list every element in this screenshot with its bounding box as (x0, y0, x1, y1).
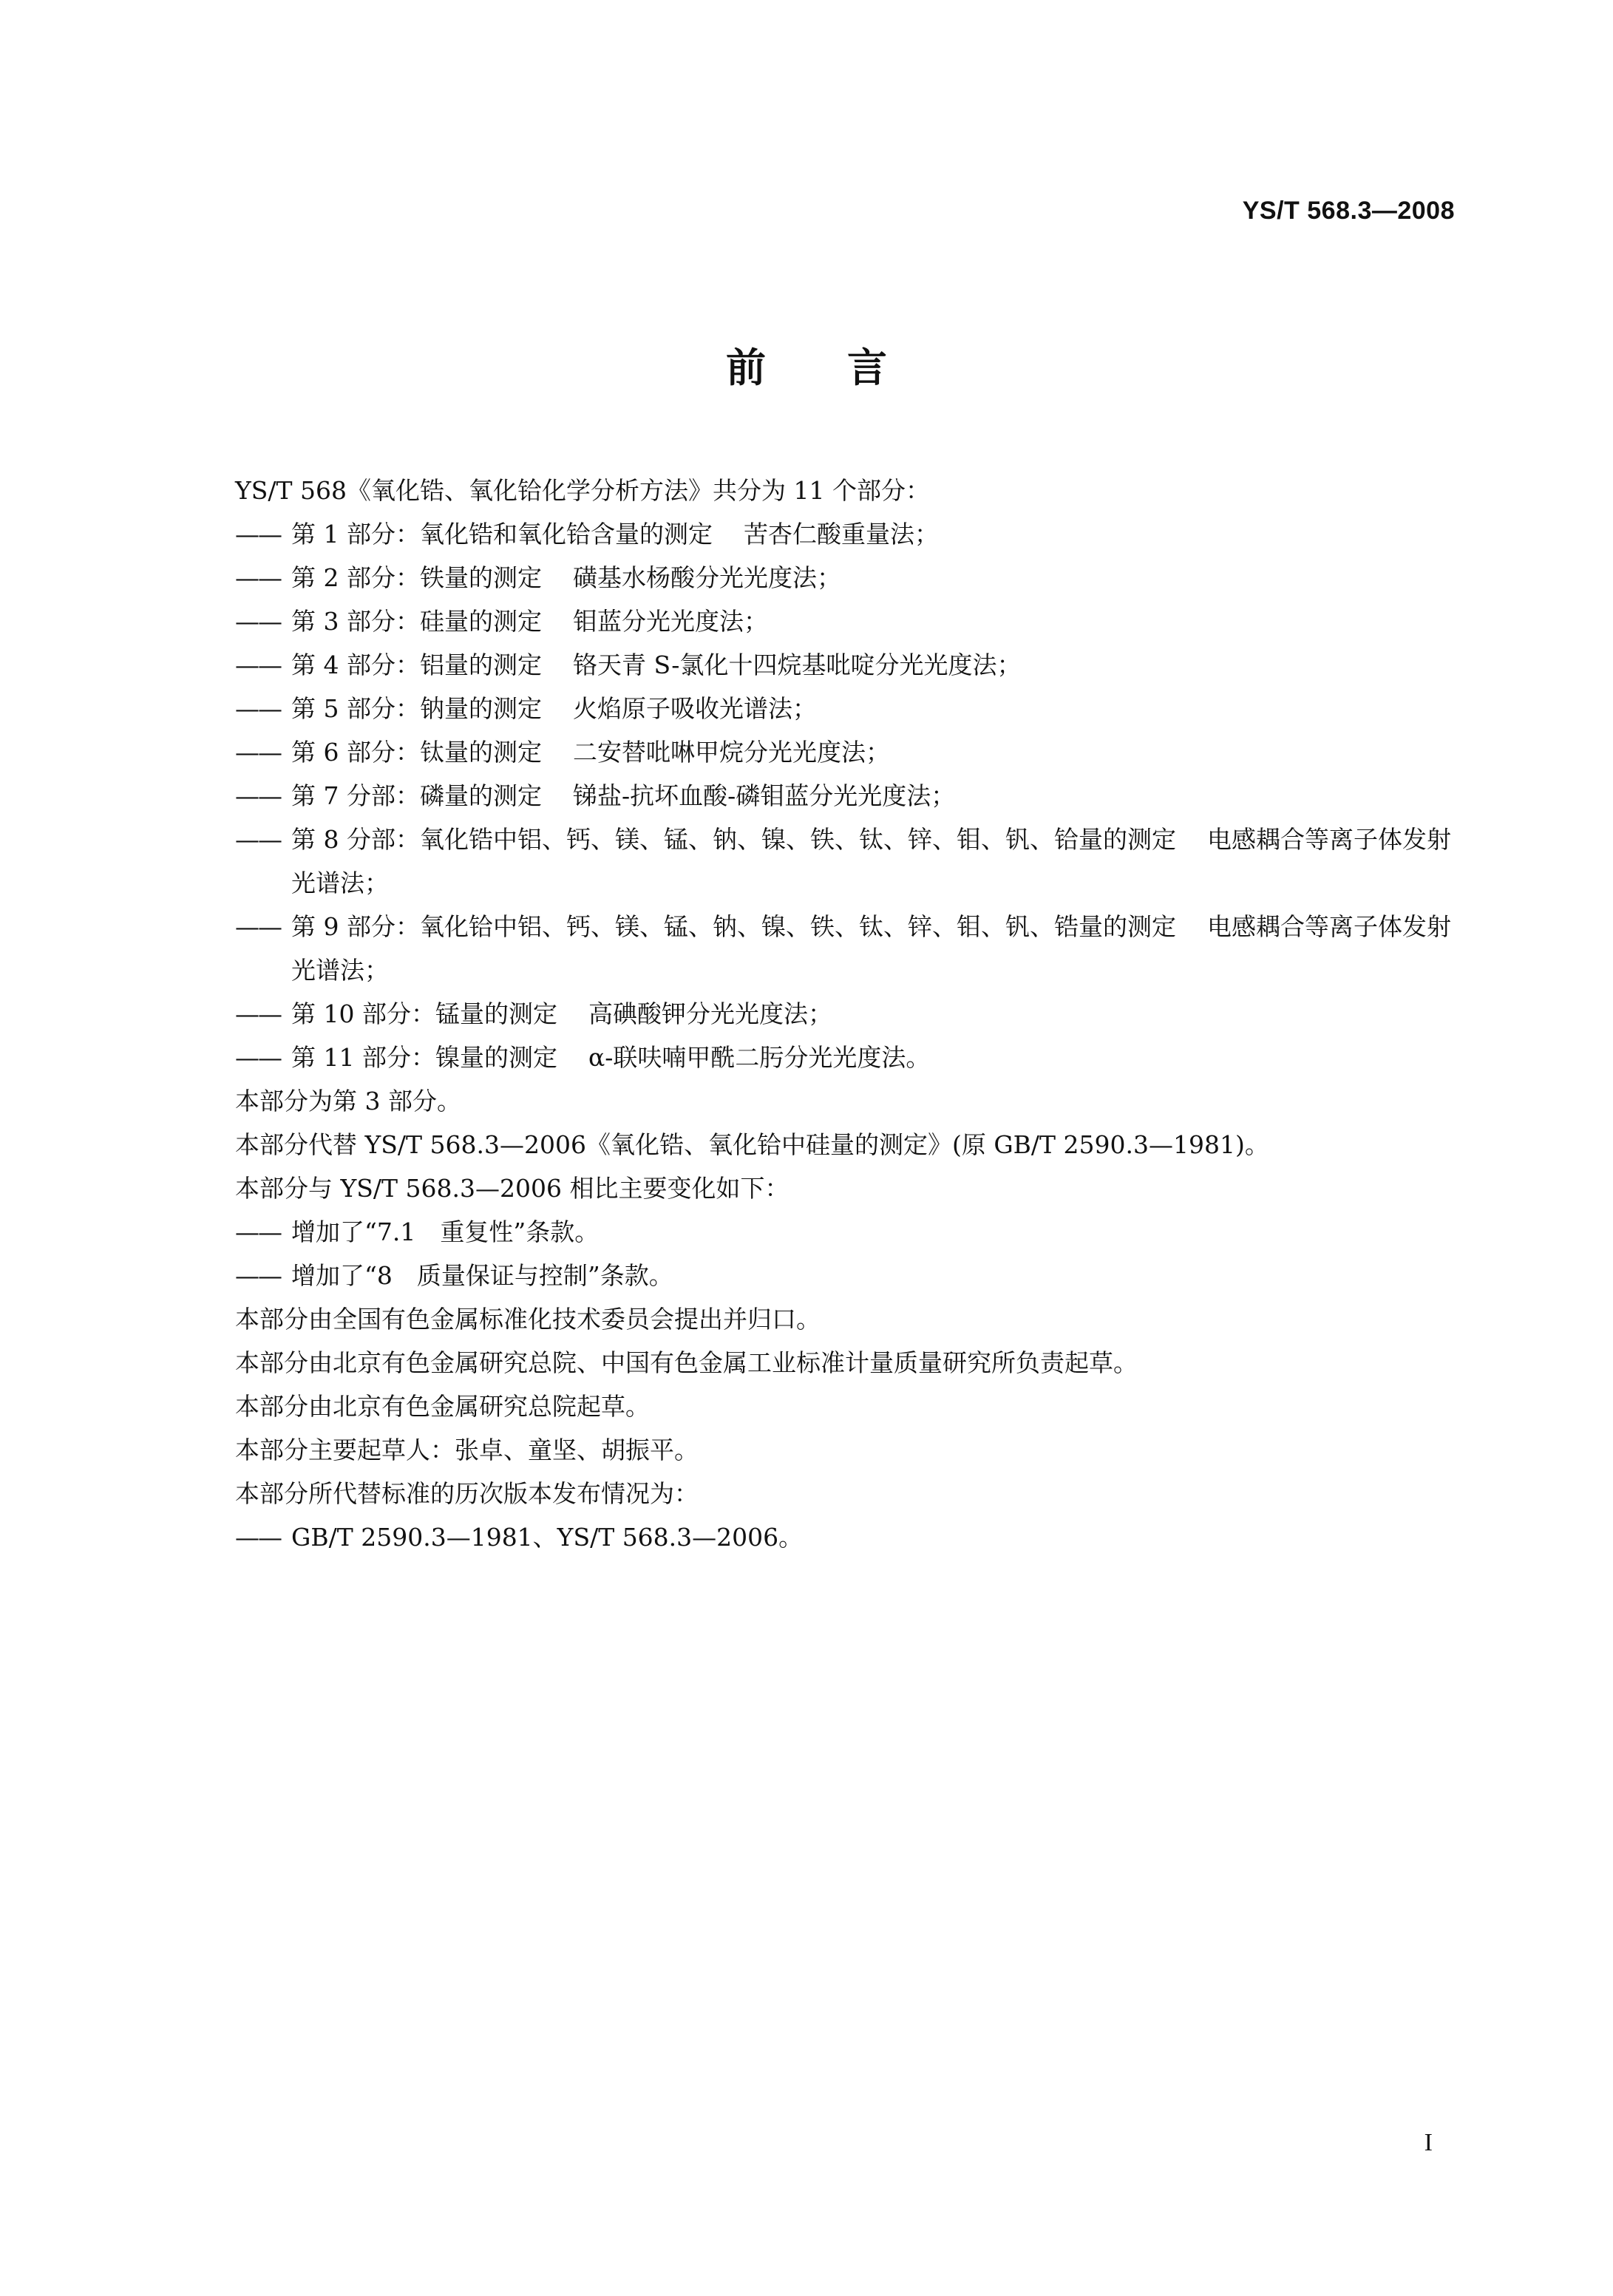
list-item-part-1 (235, 512, 1455, 556)
dash-mark: —— (235, 1261, 281, 1290)
part-method: 锑盐-抗坏血酸-磷钼蓝分光光度法； (572, 781, 956, 810)
this-part-statement: 本部分为第 3 部分。 (235, 1087, 461, 1115)
part-label: 第 8 分部：氧化锆中铝、钙、镁、锰、钠、镍、铁、钛、锌、钼、钒、铪量的测定 (291, 825, 1176, 854)
list-item-history (235, 1515, 1455, 1559)
part-label: 第 11 部分：镍量的测定 (291, 1043, 557, 1072)
dash-mark: —— (235, 607, 281, 636)
foreword-body (235, 469, 1455, 1559)
page-number: I (1424, 2129, 1433, 2156)
list-item-part-6 (235, 730, 1455, 774)
part-method: 钼蓝分光光度法； (572, 607, 768, 636)
dash-mark: —— (235, 825, 281, 854)
part-method: 铬天青 S-氯化十四烷基吡啶分光光度法； (572, 651, 1022, 679)
dash-mark: —— (235, 1043, 281, 1072)
standard-number: YS/T 568.3—2008 (1242, 197, 1455, 225)
page-title: 前言 (726, 344, 968, 391)
dash-mark: —— (235, 520, 281, 548)
change-text: 增加了“8 质量保证与控制”条款。 (291, 1261, 673, 1290)
drafters-statement: 本部分主要起草人：张卓、童坚、胡振平。 (235, 1436, 699, 1464)
list-item-part-5 (235, 687, 1455, 730)
dash-mark: —— (235, 1523, 281, 1552)
replaces-statement: 本部分代替 YS/T 568.3—2006《氧化锆、氧化铪中硅量的测定》(原 GB/T 2590.3—1981)。 (235, 1130, 1269, 1159)
drafted-by-statement: 本部分由北京有色金属研究总院起草。 (235, 1392, 650, 1421)
dash-mark: —— (235, 694, 281, 723)
dash-mark: —— (235, 999, 281, 1028)
changes-intro: 本部分与 YS/T 568.3—2006 相比主要变化如下： (235, 1174, 789, 1203)
dash-mark: —— (235, 651, 281, 679)
dash-mark: —— (235, 1217, 281, 1246)
intro-paragraph: YS/T 568《氧化锆、氧化铪化学分析方法》共分为 11 个部分： (235, 476, 930, 505)
part-method: 电感耦合等离子体发射光谱法； (291, 825, 1451, 897)
part-label: 第 4 部分：铝量的测定 (291, 651, 542, 679)
list-item-part-4 (235, 643, 1455, 687)
responsible-statement: 本部分由北京有色金属研究总院、中国有色金属工业标准计量质量研究所负责起草。 (235, 1348, 1138, 1377)
history-text: GB/T 2590.3—1981、YS/T 568.3—2006。 (291, 1523, 804, 1552)
part-method: 电感耦合等离子体发射光谱法； (291, 912, 1451, 985)
dash-mark: —— (235, 738, 281, 767)
list-item-part-8 (235, 818, 1455, 905)
list-item-part-3 (235, 600, 1455, 643)
part-label: 第 7 分部：磷量的测定 (291, 781, 542, 810)
part-label: 第 9 部分：氧化铪中铝、钙、镁、锰、钠、镍、铁、钛、锌、钼、钒、锆量的测定 (291, 912, 1176, 941)
change-text: 增加了“7.1 重复性”条款。 (291, 1217, 600, 1246)
part-method: 高碘酸钾分光光度法； (588, 999, 832, 1028)
part-label: 第 6 部分：钛量的测定 (291, 738, 542, 767)
list-item-part-2 (235, 556, 1455, 600)
part-label: 第 5 部分：钠量的测定 (291, 694, 542, 723)
history-intro: 本部分所代替标准的历次版本发布情况为： (235, 1479, 699, 1508)
dash-mark: —— (235, 781, 281, 810)
dash-mark: —— (235, 912, 281, 941)
list-item-part-7 (235, 774, 1455, 818)
part-method: α-联呋喃甲酰二肟分光光度法。 (588, 1043, 931, 1072)
list-item-part-9 (235, 905, 1455, 992)
part-method: 二安替吡啉甲烷分光光度法； (572, 738, 890, 767)
part-label: 第 1 部分：氧化锆和氧化铪含量的测定 (291, 520, 713, 548)
part-label: 第 2 部分：铁量的测定 (291, 563, 542, 592)
part-method: 火焰原子吸收光谱法； (572, 694, 817, 723)
list-item-part-10 (235, 992, 1455, 1036)
dash-mark: —— (235, 563, 281, 592)
part-label: 第 3 部分：硅量的测定 (291, 607, 542, 636)
part-label: 第 10 部分：锰量的测定 (291, 999, 557, 1028)
part-method: 苦杏仁酸重量法； (743, 520, 939, 548)
list-item-change-1 (235, 1210, 1455, 1254)
part-method: 磺基水杨酸分光光度法； (572, 563, 841, 592)
list-item-part-11 (235, 1036, 1455, 1079)
proposed-by-statement: 本部分由全国有色金属标准化技术委员会提出并归口。 (235, 1305, 821, 1334)
list-item-change-2 (235, 1254, 1455, 1297)
